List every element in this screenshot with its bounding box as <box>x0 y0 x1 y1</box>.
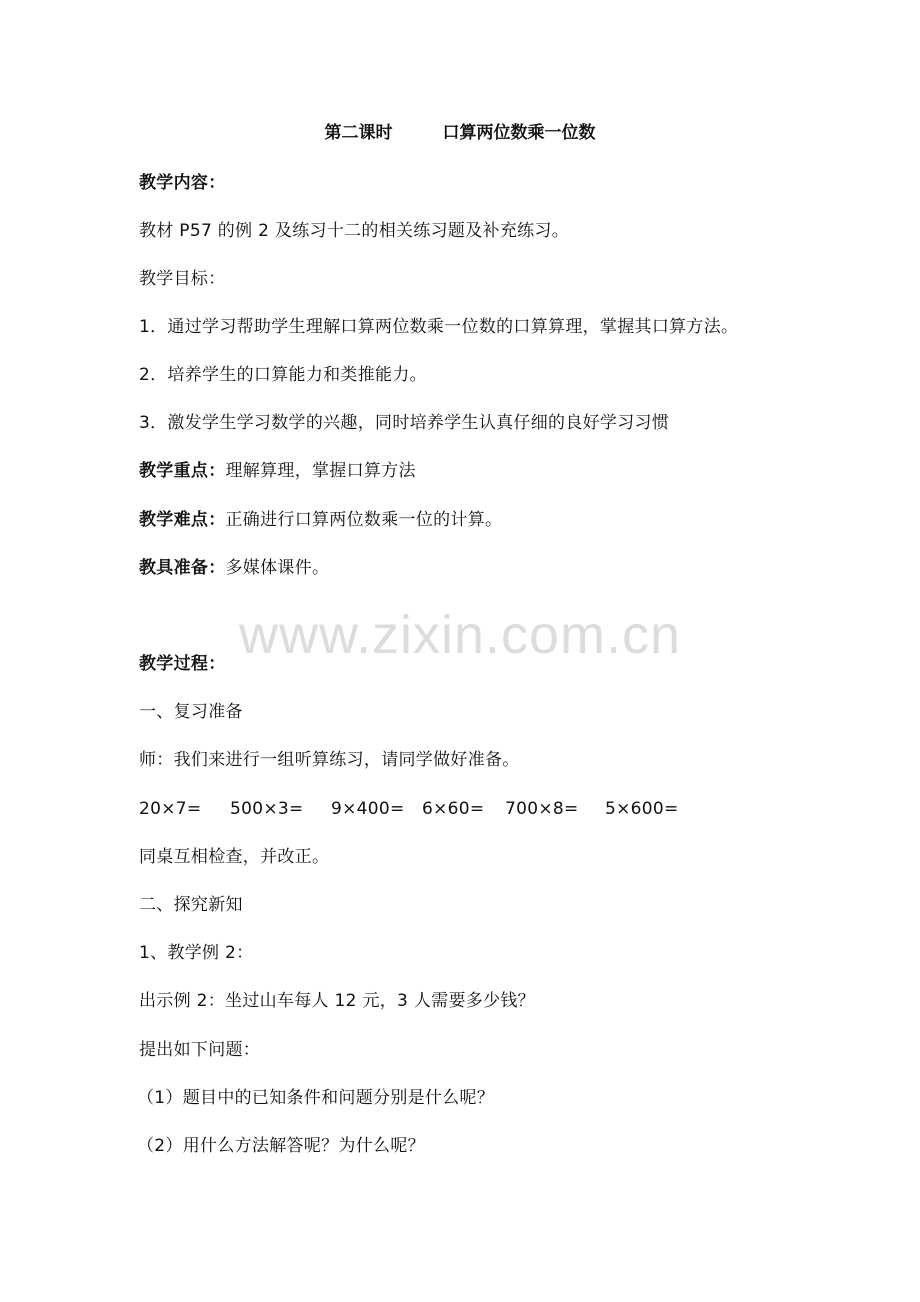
difficulty-text: 正确进行口算两位数乘一位的计算。 <box>225 510 503 530</box>
difficulty-line <box>139 508 502 532</box>
key-point-line <box>139 459 416 483</box>
goal-item: 3．激发学生学习数学的兴趣，同时培养学生认真仔细的良好学习习惯 <box>139 413 670 433</box>
check-line: 同桌互相检查，并改正。 <box>139 847 330 867</box>
goals-label: 教学目标： <box>139 269 226 289</box>
content-text: 教材 P57 的例 2 及练习十二的相关练习题及补充练习。 <box>139 221 570 241</box>
question-item: （1）题目中的已知条件和问题分别是什么呢？ <box>137 1088 495 1108</box>
teacher-line: 师：我们来进行一组听算练习，请同学做好准备。 <box>139 750 520 770</box>
calc-item: 5×600= <box>605 799 679 819</box>
example-text: 出示例 2：坐过山车每人 12 元，3 人需要多少钱？ <box>139 991 535 1011</box>
lesson-number: 第二课时 <box>324 123 393 143</box>
calc-item: 500×3= <box>230 799 304 819</box>
goal-item: 2．培养学生的口算能力和类推能力。 <box>139 365 427 385</box>
watermark: www.zixin.com.cn <box>238 605 682 665</box>
difficulty-label: 教学难点： <box>139 510 226 530</box>
example-heading: 1、教学例 2： <box>139 943 254 963</box>
key-point-text: 理解算理，掌握口算方法 <box>225 461 416 481</box>
tools-text: 多媒体课件。 <box>225 558 330 578</box>
lesson-title <box>0 121 920 145</box>
process-label: 教学过程： <box>139 654 226 674</box>
calc-item: 6×60= <box>422 799 485 819</box>
questions-intro: 提出如下问题： <box>139 1040 261 1060</box>
calc-item: 20×7= <box>139 799 202 819</box>
section-heading: 一、复习准备 <box>139 702 243 722</box>
content-label: 教学内容： <box>139 173 226 193</box>
key-point-label: 教学重点： <box>139 461 226 481</box>
question-item: （2）用什么方法解答呢？为什么呢？ <box>137 1136 425 1156</box>
calc-item: 700×8= <box>505 799 579 819</box>
tools-label: 教具准备： <box>139 558 226 578</box>
tools-line <box>139 556 329 580</box>
calc-row <box>0 797 920 821</box>
calc-item: 9×400= <box>331 799 405 819</box>
section-heading: 二、探究新知 <box>139 895 243 915</box>
lesson-topic: 口算两位数乘一位数 <box>442 123 596 143</box>
goal-item: 1．通过学习帮助学生理解口算两位数乘一位数的口算算理，掌握其口算方法。 <box>139 317 739 337</box>
